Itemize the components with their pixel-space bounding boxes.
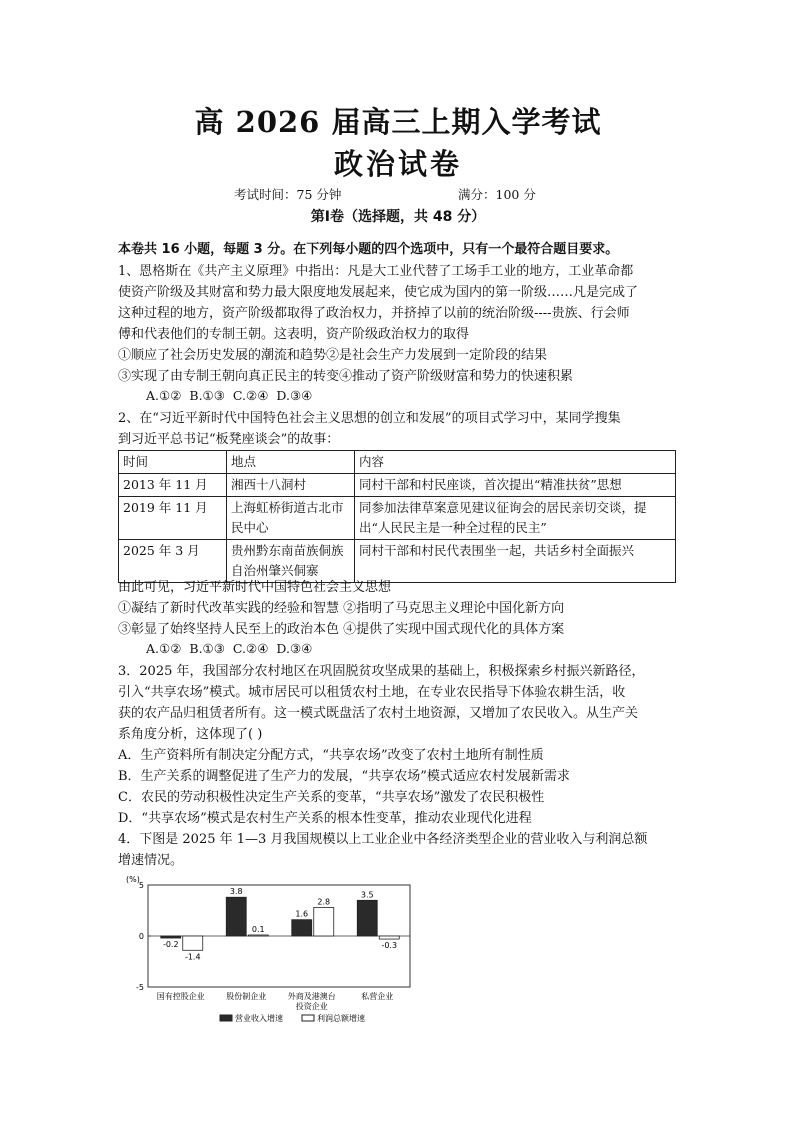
q3-choice-a: A．生产资料所有制决定分配方式，“共享农场”改变了农村土地所有制性质 [118,748,544,763]
table-header-cell: 地点 [227,451,355,474]
exam-title: 高 2026 届高三上期入学考试 [194,105,602,139]
q1-line: 1、恩格斯在《共产主义原理》中指出：凡是大工业代替了工场手工业的地方，工业革命都 [118,264,634,279]
legend-label-profit: 利润总额增速 [317,1014,365,1023]
y-tick-label: 0 [138,932,144,941]
bar-profit [248,935,268,936]
bar-revenue [292,920,312,936]
y-tick-label: -5 [136,983,144,992]
chart-ylabel: (%) [126,875,140,884]
x-tick-label: 股份制企业 [226,992,267,1001]
q3-line: 3．2025 年，我国部分农村地区在巩固脱贫攻坚成果的基础上，积极探索乡村振兴新路径， [118,664,645,679]
q2-options: A.①② B.①③ C.②④ D.③④ [146,641,313,656]
x-tick-label: 国有控股企业 [156,992,205,1001]
bar-profit [183,936,203,950]
q1-line: 使资产阶级及其财富和势力最大限度地发展起来，使它成为国内的第一阶级……凡是完成了 [118,285,639,300]
exam-time: 考试时间：75 分钟 [234,187,342,202]
q1-statement: ③实现了由专制王朝向真正民主的转变④推动了资产阶级财富和势力的快速积累 [118,369,574,384]
x-tick-label: 外商及港澳台 [287,992,336,1001]
table-cell: 同村干部和村民座谈，首次提出“精准扶贫”思想 [355,474,676,497]
y-tick-label: 5 [138,881,144,890]
bar-profit [314,907,334,936]
legend-label-revenue: 营业收入增速 [235,1014,283,1023]
data-label: 1.6 [295,909,309,919]
data-label: 0.1 [251,924,265,934]
table-row [119,474,676,497]
data-label: -0.3 [381,941,398,951]
q2-line: 2、在“习近平新时代中国特色社会主义思想的创立和发展”的项目式学习中，某同学搜集 [118,411,621,426]
q2-statement: ③彰显了始终坚持人民至上的政治本色 ④提供了实现中国式现代化的具体方案 [118,622,565,637]
data-label: -0.2 [162,940,179,950]
q3-line: 系角度分析，这体现了( ) [118,727,263,742]
q3-line: 引入“共享农场”模式。城市居民可以租赁农村土地，在专业农民指导下体验农耕生活，收 [118,685,626,700]
q2-statement: ①凝结了新时代改革实践的经验和智慧 ②指明了马克思主义理论中国化新方向 [118,601,565,616]
growth-bar-chart [124,875,424,1025]
table-header-row [119,451,676,474]
exam-score: 满分：100 分 [458,187,536,202]
table-header-cell: 时间 [119,451,227,474]
q3-choice-d: D．“共享农场”模式是农村生产关系的根本性变革，推动农业现代化进程 [118,811,532,826]
table-cell: 同村干部和村民代表围坐一起，共话乡村全面振兴 [355,540,676,583]
q2-table [118,450,676,583]
table-cell: 贵州黔东南苗族侗族自治州肇兴侗寨 [227,540,355,583]
table-row [119,497,676,540]
q3-line: 获的农产品归租赁者所有。这一模式既盘活了农村土地资源，又增加了农民收入。从生产关 [118,706,639,721]
legend-swatch-profit [302,1015,314,1021]
x-tick-label: 投资企业 [295,1002,328,1011]
table-cell: 2019 年 11 月 [119,497,227,540]
table-cell: 湘西十八洞村 [227,474,355,497]
q2-line: 到习近平总书记“板凳座谈会”的故事： [118,432,340,447]
data-label: 3.8 [229,887,243,897]
bar-revenue [161,936,181,938]
bar-revenue [357,900,377,936]
q3-choice-c: C．农民的劳动积极性决定生产关系的变革，“共享农场”激发了农民积极性 [118,790,545,805]
data-label: 3.5 [360,890,374,900]
data-label: -1.4 [184,952,201,962]
q2-after: 由此可见，习近平新时代中国特色社会主义思想 [118,580,392,595]
q1-line: 傅和代表他们的专制王朝。这表明，资产阶级政治权力的取得 [118,327,470,342]
bar-revenue [226,897,246,936]
data-label: 2.8 [317,897,331,907]
table-cell: 2013 年 11 月 [119,474,227,497]
q1-statement: ①顺应了社会历史发展的潮流和趋势②是社会生产力发展到一定阶段的结果 [118,348,548,363]
table-header-cell: 内容 [355,451,676,474]
table-cell: 同参加法律草案意见建议征询会的居民亲切交谈，提出“人民民主是一种全过程的民主” [355,497,676,540]
table-cell: 上海虹桥街道古北市民中心 [227,497,355,540]
q1-line: 这种过程的地方，资产阶级都取得了政治权力，并挤掉了以前的统治阶级----贵族、行会师 [118,306,630,321]
exam-subtitle: 政治试卷 [333,147,462,181]
legend-swatch-revenue [220,1015,232,1021]
bar-profit [379,936,399,939]
section-heading: 第Ⅰ卷（选择题，共 48 分） [310,209,486,225]
q1-options: A.①② B.①③ C.②④ D.③④ [146,388,313,403]
q3-choice-b: B．生产关系的调整促进了生产力的发展，“共享农场”模式适应农村发展新需求 [118,769,570,784]
table-cell: 2025 年 3 月 [119,540,227,583]
section-instruction: 本卷共 16 小题，每题 3 分。在下列每小题的四个选项中，只有一个最符合题目要求。 [118,242,619,257]
q4-line: 4．下图是 2025 年 1—3 月我国规模以上工业企业中各经济类型企业的营业收入与利润总额 [118,832,648,847]
x-tick-label: 私营企业 [361,992,394,1001]
q4-line: 增速情况。 [118,853,184,868]
